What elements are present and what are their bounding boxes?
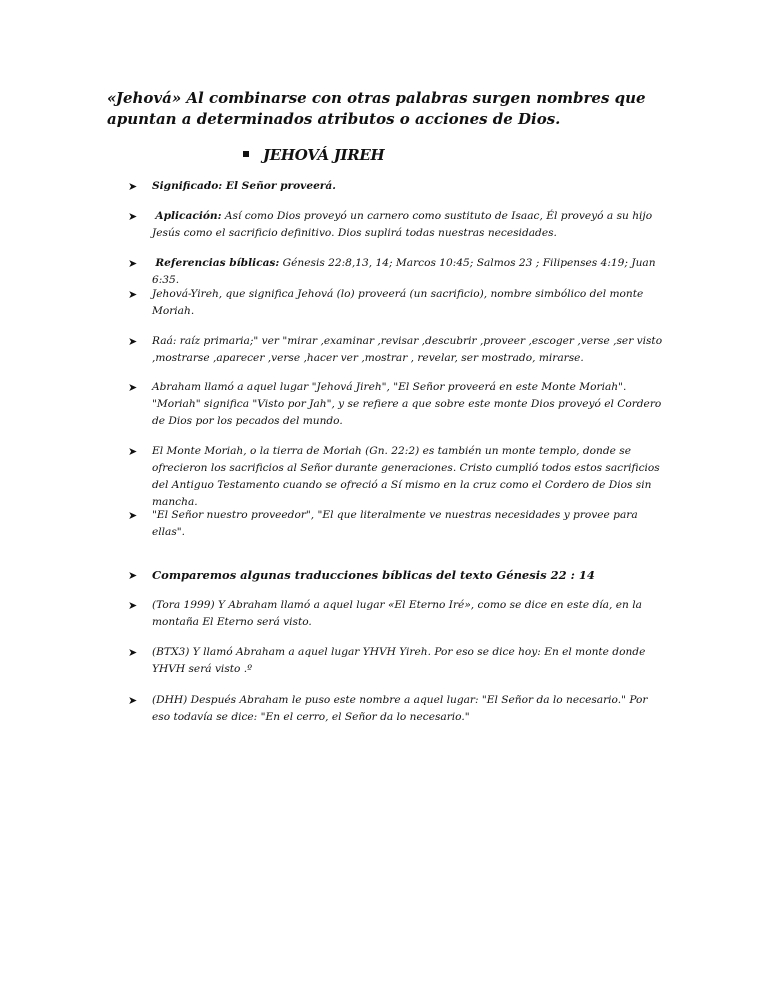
list-item — [128, 443, 668, 511]
section-heading — [243, 146, 384, 164]
arrowhead-bullet-icon: ➤ — [128, 646, 138, 659]
list-item — [128, 644, 668, 678]
item-label: Comparemos algunas traducciones bíblicas del texto Génesis 22 : 14 — [152, 568, 595, 582]
list-item — [128, 178, 668, 195]
list-item — [128, 208, 668, 242]
arrowhead-bullet-icon: ➤ — [128, 257, 138, 270]
item-text: Raá: raíz primaria;" ver "mirar ,examinar ,revisar ,descubrir ,proveer ,escoger ,verse ,ser visto ,mostrarse ,aparecer ,verse ,hacer ver ,mostrar , revelar, ser mostrado, mirarse. — [152, 335, 663, 364]
list-item — [128, 255, 668, 289]
intro-paragraph: «Jehová» Al combinarse con otras palabras surgen nombres que apuntan a determinados atributos o acciones de Dios. — [107, 89, 646, 128]
arrowhead-bullet-icon: ➤ — [128, 335, 138, 348]
list-item — [128, 597, 668, 631]
arrowhead-bullet-icon: ➤ — [128, 694, 138, 707]
arrowhead-bullet-icon: ➤ — [128, 509, 138, 522]
list-item — [128, 333, 668, 367]
arrowhead-bullet-icon: ➤ — [128, 180, 138, 193]
list-item — [128, 567, 668, 584]
arrowhead-bullet-icon: ➤ — [128, 445, 138, 458]
arrowhead-bullet-icon: ➤ — [128, 381, 138, 394]
item-text: (BTX3) Y llamó Abraham a aquel lugar YHVH Yireh. Por eso se dice hoy: En el monte donde YHVH será visto .º — [152, 646, 646, 675]
item-text: (Tora 1999) Y Abraham llamó a aquel lugar «El Eterno Iré», como se dice en este día, en la montaña El Eterno será visto. — [152, 599, 642, 628]
square-bullet-icon — [243, 151, 249, 157]
list-item — [128, 286, 668, 320]
list-item — [128, 379, 668, 430]
item-text: Génesis 22:8,13, 14; Marcos 10:45; Salmos 23 ; Filipenses 4:19; Juan 6:35. — [152, 257, 656, 286]
item-text: Abraham llamó a aquel lugar "Jehová Jireh", "El Señor proveerá en este Monte Moriah". "Moriah" significa "Visto por Jah", y se refiere a que sobre este monte Dios proveyó el Cordero de Dios por los pecados del mundo. — [152, 381, 662, 427]
item-text: Jehová-Yireh, que significa Jehová (lo) proveerá (un sacrificio), nombre simbólico del monte Moriah. — [152, 288, 644, 317]
arrowhead-bullet-icon: ➤ — [128, 288, 138, 301]
item-text: El Monte Moriah, o la tierra de Moriah (Gn. 22:2) es también un monte templo, donde se ofrecieron los sacrificios al Señor durante generaciones. Cristo cumplió todos estos sacrificios del Antiguo Testamento cuando se ofreció a Sí mismo en la cruz como el Cordero de Dios sin mancha. — [152, 445, 660, 508]
arrowhead-bullet-icon: ➤ — [128, 569, 138, 582]
item-text: Así como Dios proveyó un carnero como sustituto de Isaac, Él proveyó a su hijo Jesús como el sacrificio definitivo. Dios suplirá todas nuestras necesidades. — [152, 210, 653, 239]
section-heading-text: JEHOVÁ JIREH — [263, 146, 385, 164]
arrowhead-bullet-icon: ➤ — [128, 599, 138, 612]
arrowhead-bullet-icon: ➤ — [128, 210, 138, 223]
item-label: Referencias bíblicas: — [155, 257, 280, 269]
item-text: "El Señor nuestro proveedor", "El que literalmente ve nuestras necesidades y provee para ellas". — [152, 509, 638, 538]
list-item — [128, 692, 668, 726]
list-item — [128, 507, 668, 541]
item-label: Aplicación: — [155, 210, 222, 222]
item-text: (DHH) Después Abraham le puso este nombre a aquel lugar: "El Señor da lo necesario." Por eso todavía se dice: "En el cerro, el Señor da lo necesario." — [152, 694, 648, 723]
item-label: Significado: El Señor proveerá. — [152, 180, 336, 192]
